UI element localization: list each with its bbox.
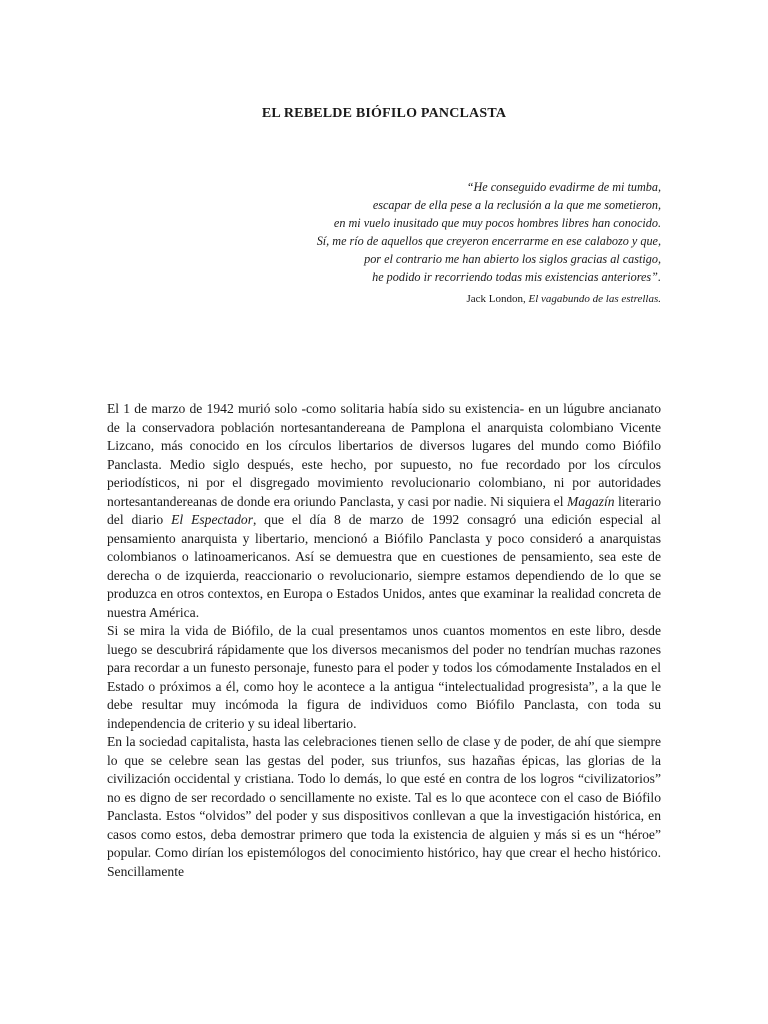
epigraph	[201, 178, 661, 286]
epigraph-work: El vagabundo de las estrellas.	[528, 293, 661, 305]
magazine-name: Magazín	[566, 493, 615, 509]
epigraph-line: en mi vuelo inusitado que muy pocos hombres libres han conocido.	[333, 216, 661, 230]
epigraph-line: “He conseguido evadirme de mi tumba,	[466, 180, 661, 194]
paragraph-text: literario del diario	[107, 493, 661, 527]
epigraph-author: Jack London,	[466, 293, 526, 305]
paragraph	[107, 400, 661, 622]
paragraph: Si se mira la vida de Biófilo, de la cual presentamos unos cuantos momentos en este libro, desde luego se descubrirá rápidamente que los diversos mecanismos del poder no tendrían muchas razones para recordar a un funesto personaje, funesto para el poder y todos los cómodamente Instalados en el Estado o próximos a él, como hoy le acontece a la antigua “intelectualidad progresista”, a la que le debe resultar muy incómoda la figura de individuos como Biófilo Panclasta, con toda su independencia de criterio y su ideal libertario.	[107, 623, 661, 731]
epigraph-line: he podido ir recorriendo todas mis existencias anteriores”.	[372, 270, 661, 284]
epigraph-line: escapar de ella pese a la reclusión a la que me sometieron,	[372, 198, 661, 212]
epigraph-line: por el contrario me han abierto los siglos gracias al castigo,	[364, 252, 661, 266]
paragraph: En la sociedad capitalista, hasta las celebraciones tienen sello de clase y de poder, de ahí que siempre lo que se celebre sean las gestas del poder, sus triunfos, sus hazañas épicas, las glorias de la civilización occidental y cristiana. Todo lo demás, lo que esté en contra de los logros “civilizatorios” no es digno de ser recordado o sencillamente no existe. Tal es lo que acontece con el caso de Biófilo Panclasta. Estos “olvidos” del poder y sus dispositivos conllevan a que la investigación histórica, en casos como estos, deba demostrar primero que toda la existencia de alguien y más si es un “héroe” popular. Como dirían los epistemólogos del conocimiento histórico, hay que crear el hecho histórico. Sencillamente	[107, 734, 661, 879]
body-text	[107, 400, 661, 881]
paragraph-text: , que el día 8 de marzo de 1992 consagró una edición especial al pensamiento anarquista y libertario, mencionó a Biófilo Panclasta y poco consideró a anarquistas colombianos o latinoamericanos. Así se demuestra que en cuestiones de pensamiento, sea este de derecha o de izquierda, reaccionario o revolucionario, siempre estamos dependiendo de lo que se produzca en otros contextos, en Europa o Estados Unidos, antes que examinar la realidad concreta de nuestra América.	[107, 512, 661, 620]
epigraph-line: Sí, me río de aquellos que creyeron encerrarme en ese calabozo y que,	[316, 234, 661, 248]
document-title: EL REBELDE BIÓFILO PANCLASTA	[261, 106, 507, 121]
paragraph-text: El 1 de marzo de 1942 murió solo -como solitaria había sido su existencia- en un lúgubre ancianato de la conservadora población nortesantandereana de Pamplona el anarquista colombiano Vicente Lizcano, más conocido en los círculos libertarios de diversos lugares del mundo como Biófilo Panclasta. Medio siglo después, este hecho, por supuesto, no fue recordado por los círculos periodísticos, ni por el disgregado movimiento revolucionario colombiano, ni por autoridades nortesantandereanas de donde era oriundo Panclasta, y casi por nadie. Ni siquiera el	[107, 401, 661, 509]
newspaper-name: El Espectador	[171, 512, 253, 527]
epigraph-attribution	[466, 293, 661, 305]
